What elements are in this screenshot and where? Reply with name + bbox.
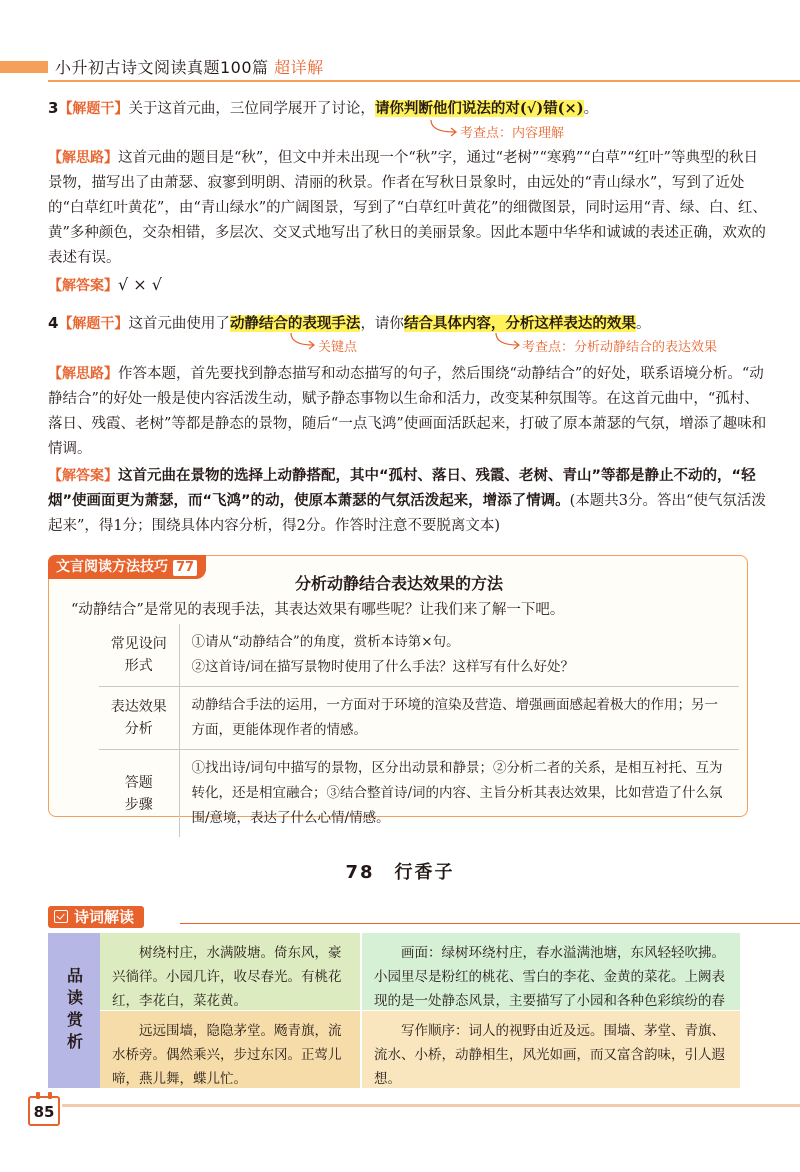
q3-question-highlight: 请你判断他们说法的对(√)错(×)	[374, 100, 584, 117]
page-header	[0, 52, 800, 82]
q3-answer-tag: 【解答案】	[48, 278, 118, 294]
tips-row-value: 动静结合手法的运用，一方面对于环境的渲染及营造、增强画面感起着极大的作用；另一方面，更能体现作者的情感。	[179, 687, 739, 750]
header-color-bar	[0, 61, 48, 73]
tips-row-key-line1: 表达效果	[110, 699, 167, 715]
q3-question-end: 。	[583, 101, 599, 117]
tips-intro: “动静结合”是常见的表现手法，其表达效果有哪些呢？让我们来了解一下吧。	[71, 602, 565, 618]
tips-row	[99, 750, 739, 838]
q3-number: 3	[48, 99, 59, 117]
q4-question-mid: ，请你	[360, 316, 404, 332]
tips-table	[99, 624, 739, 837]
q3-thinking-tag: 【解思路】	[48, 150, 118, 166]
q3-question-tag: 【解题干】	[58, 101, 129, 117]
book-title-accent: 超详解	[274, 58, 324, 77]
book-title: 小升初古诗文阅读真题100篇	[55, 58, 269, 77]
tips-row-key	[99, 750, 179, 838]
tips-tab-number: 77	[172, 559, 198, 577]
tips-tab-label: 文言阅读方法技巧	[56, 559, 168, 575]
tips-row	[99, 624, 739, 687]
q4-thinking	[48, 362, 768, 462]
q4-thinking-text: 作答本题，首先要找到静态描写和动态描写的句子，然后围绕“动静结合”的好处，联系语境分析。“动静结合”的好处一般是使内容活泼生动，赋予静态事物以生命和活力，改变某种氛围等。在这首元曲中，“孤村、落日、残霞、老树”等都是静态的景物，随后“一点飞鸿”使画面活跃起来，打破了原本萧瑟的气氛，增添了趣味和情调。	[48, 366, 767, 457]
q4-question-highlight-1: 动静结合的表现手法	[229, 315, 361, 332]
q3-question-text: 关于这首元曲，三位同学展开了讨论，	[128, 101, 375, 117]
poem-text-lower: 远远围墙，隐隐茅堂。飏青旗，流水桥旁。偶然乘兴，步过东冈。正莺儿啼，燕儿舞，蝶儿忙。	[100, 1011, 360, 1088]
q4-annotation-2: 考查点：分析动静结合的表达效果	[522, 340, 718, 355]
q3-thinking-text: 这首元曲的题目是“秋”，但文中并未出现一个“秋”字，通过“老树”“寒鸦”“白草”“红叶”等典型的秋日景物，描写出了由萧瑟、寂寥到明朗、清丽的秋景。作者在写秋日景象时，由远处的“青山绿水”，写到了近处的“白草红叶黄花”，由“青山绿水”的广阔图景，写到了“白草红叶黄花”的细微图景，同时运用“青、绿、白、红、黄”多种颜色，交杂相错，多层次、交叉式地写出了秋日的美丽景象。因此本题中华华和诚诚的表述正确，欢欢的表述有误。	[48, 150, 767, 266]
q3-annotation-arrow	[425, 118, 465, 140]
header-title	[55, 55, 324, 78]
tips-box	[48, 555, 748, 826]
poem-title: 78 行香子	[345, 862, 455, 883]
tips-row-key-line2: 形式	[124, 658, 153, 674]
q4-answer	[48, 464, 768, 539]
tips-row-key	[99, 687, 179, 750]
poem-text-upper: 树绕村庄，水满陂塘。倚东风，豪兴徜徉。小园几许，收尽春光。有桃花红，李花白，菜花黄。	[100, 933, 360, 1011]
check-calendar-icon	[54, 910, 68, 923]
tips-row	[99, 687, 739, 750]
footer-rule	[62, 1104, 800, 1107]
q4-annotation-1: 关键点	[318, 340, 358, 355]
tips-row-key-line2: 分析	[124, 721, 153, 737]
tips-row-key-line1: 答题	[124, 774, 153, 791]
tips-row-key	[99, 624, 179, 687]
q4-question-highlight-2: 结合具体内容，分析这样表达的效果	[403, 315, 636, 332]
q4-answer-tag: 【解答案】	[48, 468, 118, 484]
q3-annotation: 考查点：内容理解	[460, 126, 565, 141]
q3-question	[48, 96, 768, 122]
header-rule	[48, 80, 800, 82]
poem-analysis-lower: 写作顺序：词人的视野由近及远。围墙、茅堂、青旗、流水、小桥，动静相生，风光如画，而又富含韵味，引人遐想。	[360, 1011, 740, 1088]
page-number: 85	[28, 1096, 60, 1126]
q4-thinking-tag: 【解思路】	[48, 366, 118, 382]
tips-row-key-line2: 步骤	[124, 796, 153, 813]
q3-thinking	[48, 146, 768, 271]
section-rule	[180, 923, 800, 924]
q4-answer-note: (本题共3分。答出“使气氛活泼起来”，得1分；围绕具体内容分析，得2分。作答时注意不要脱离文本)	[48, 493, 766, 534]
tips-row-value: ①请从“动静结合”的角度，赏析本诗第×句。 ②这首诗/词在描写景物时使用了什么手法？这样写有什么好处？	[179, 624, 739, 687]
poem-analysis-grid	[48, 933, 740, 1088]
tips-title: 分析动静结合表达效果的方法	[294, 574, 503, 593]
q4-question	[48, 311, 768, 337]
q4-question-tag: 【解题干】	[58, 316, 129, 332]
q3-answer	[48, 272, 768, 299]
q4-question-text: 这首元曲使用了	[128, 316, 230, 332]
q4-number: 4	[48, 314, 59, 332]
tips-row-key-line1: 常见设问	[110, 636, 167, 652]
poem-side-label: 品读赏析	[48, 933, 100, 1088]
q3-answer-text: √ × √	[118, 275, 162, 294]
poem-analysis-upper: 画面：绿树环绕村庄，春水溢满池塘，东风轻轻吹拂。小园里尽是粉红的桃花、雪白的李花、金黄的菜花。上阙表现的是一处静态风景，主要描写了小园和各种色彩缤纷的春	[360, 933, 740, 1011]
section-tag	[48, 906, 144, 928]
section-tag-label: 诗词解读	[74, 908, 135, 926]
tips-row-value: ①找出诗/词句中描写的景物，区分出动景和静景；②分析二者的关系，是相互衬托、互为转化，还是相宜融合；③结合整首诗/词的内容、主旨分析其表达效果，比如营造了什么氛围/意境，表达了什么心情/情感。	[191, 760, 723, 826]
q4-question-end: 。	[635, 316, 651, 332]
q4-answer-text: 这首元曲在景物的选择上动静搭配，其中“孤村、落日、残霞、老树、青山”等都是静止不动的，“轻烟”使画面更为萧瑟，而“飞鸿”的动，使原本萧瑟的气氛活泼起来，增添了情调。	[48, 468, 756, 509]
